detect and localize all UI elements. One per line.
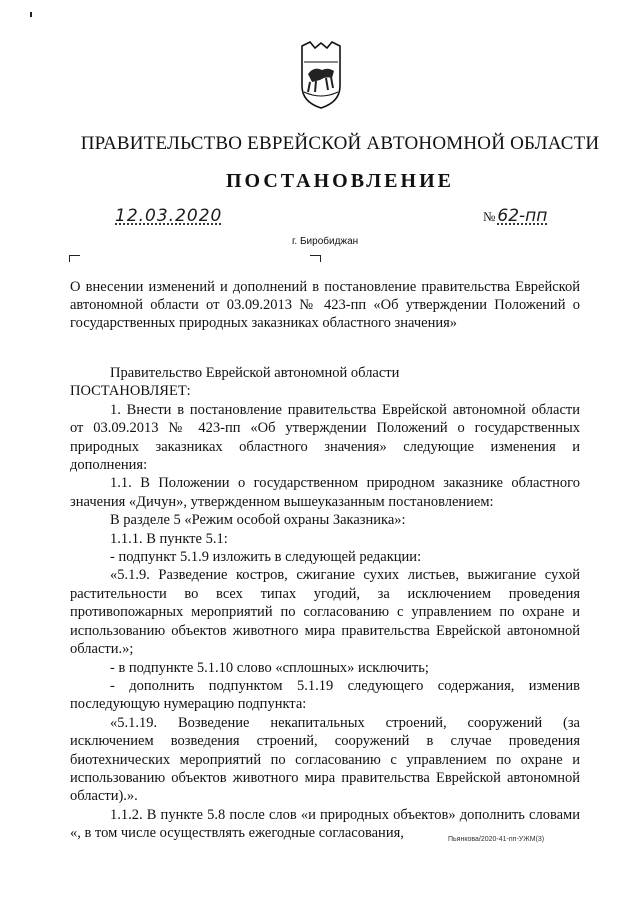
body-paragraph: - в подпункте 5.1.10 слово «сплошных» исключить; xyxy=(110,659,429,676)
number-prefix: № xyxy=(483,209,496,224)
government-title: ПРАВИТЕЛЬСТВО ЕВРЕЙСКОЙ АВТОНОМНОЙ ОБЛАСТИ xyxy=(80,133,600,154)
body-paragraph: 1.1.1. В пункте 5.1: xyxy=(110,530,228,547)
document-body xyxy=(70,364,580,843)
body-paragraph: Правительство Еврейской автономной области xyxy=(110,365,400,381)
body-paragraph: 1.1.2. В пункте 5.8 после слов «и природных объектов» дополнить словами «, в том числе осуществлять ежегодные согласования, xyxy=(70,806,580,842)
handwritten-date: 12.03.2020 xyxy=(115,206,223,226)
body-paragraph: В разделе 5 «Режим особой охраны Заказника»: xyxy=(110,512,406,529)
body-paragraph: - подпункт 5.1.9 изложить в следующей редакции: xyxy=(110,549,422,566)
document-type-heading: ПОСТАНОВЛЕНИЕ xyxy=(226,170,454,192)
body-paragraph: 1.1. В Положении о государственном природном заказнике областного значения «Дичун», утвержденном вышеуказанным постановлением: xyxy=(70,475,580,510)
executor-footer: Пьянкова/2020-41-пп-УЖМ(3) xyxy=(448,836,545,843)
body-paragraph: «5.1.9. Разведение костров, сжигание сухих листьев, выжигание сухой растительности во всех типах угодий, за исключением проведения противопожарных мероприятий по согласованию с управлением по охране и использованию объектов животного мира правительства Еврейской автономной области.»; xyxy=(70,567,580,658)
subject-corner-right xyxy=(310,255,321,262)
scan-mark xyxy=(30,12,32,17)
body-paragraph: ПОСТАНОВЛЯЕТ: xyxy=(70,383,191,400)
body-paragraph: 1. Внести в постановление правительства Еврейской автономной области от 03.09.2013 № 423-пп «Об утверждении Положений о государственных природных заказниках областного значения» следующие изменения и дополнения: xyxy=(70,401,580,474)
handwritten-number: 62-пп xyxy=(497,206,548,226)
document-subject: О внесении изменений и дополнений в постановление правительства Еврейской автономной области от 03.09.2013 № 423-пп «Об утверждении Положений о государственных природных заказниках областного значения» xyxy=(70,279,580,331)
subject-corner-left xyxy=(69,255,80,262)
body-paragraph: «5.1.19. Возведение некапитальных строений, сооружений (за исключением возведения строений, сооружений в случае проведения биотехнических мероприятий по согласованию с управлением по охране и использованию объектов животного мира правительства Еврейской автономной области).». xyxy=(70,714,580,805)
body-paragraph: - дополнить подпунктом 5.1.19 следующего содержания, изменив последующую нумерацию подпункта: xyxy=(70,677,580,713)
city-label: г. Биробиджан xyxy=(292,236,359,247)
coat-of-arms-tiger-icon xyxy=(298,40,344,110)
document-number xyxy=(483,206,547,226)
